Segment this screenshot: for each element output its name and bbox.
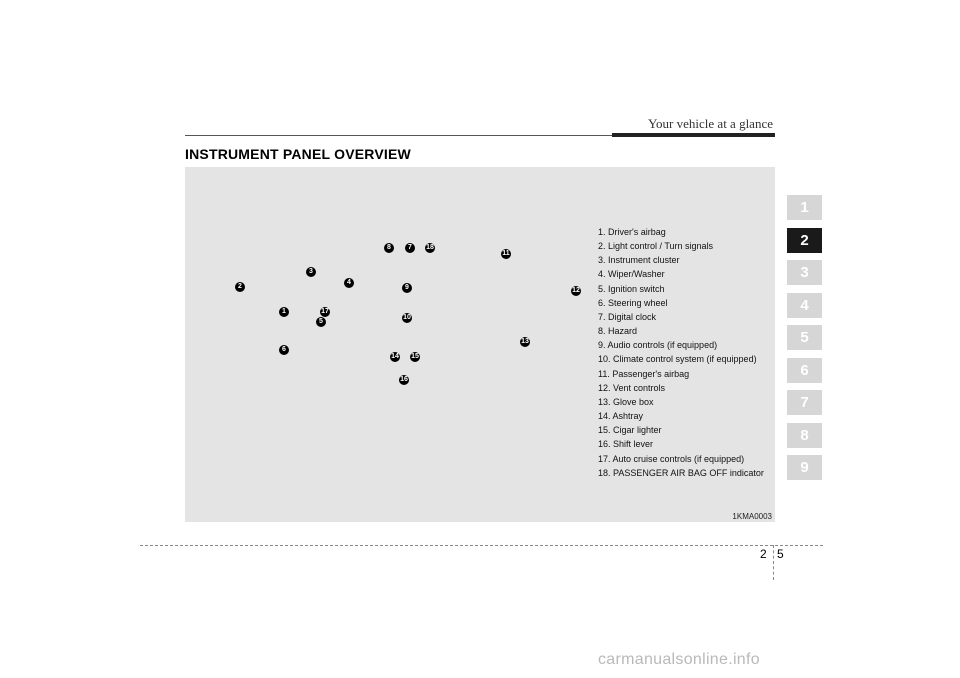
legend-item: 3. Instrument cluster (598, 255, 680, 266)
chapter-tab-9[interactable]: 9 (787, 455, 822, 480)
legend-item: 13. Glove box (598, 396, 654, 407)
callout-marker-2: 2 (235, 282, 245, 292)
chapter-tab-2[interactable]: 2 (787, 228, 822, 253)
watermark: carmanualsonline.info (598, 651, 760, 668)
callout-marker-17: 17 (321, 308, 329, 315)
chapter-tab-7[interactable]: 7 (787, 390, 822, 415)
callout-marker-7: 7 (405, 243, 415, 253)
legend-item: 12. Vent controls (598, 382, 666, 393)
legend-item: 2. Light control / Turn signals (598, 241, 714, 252)
callout-marker-15: 15 (411, 353, 419, 360)
page-number: 5 (777, 547, 784, 561)
legend-item: 15. Cigar lighter (598, 425, 662, 436)
footer-divider (773, 545, 774, 580)
callout-marker-18: 18 (426, 244, 434, 251)
running-header: Your vehicle at a glance (647, 116, 773, 131)
callout-marker-5: 5 (316, 317, 326, 327)
section-title: INSTRUMENT PANEL OVERVIEW (185, 146, 411, 162)
component-legend (598, 225, 773, 480)
legend-item: 5. Ignition switch (598, 283, 665, 294)
legend-item: 16. Shift lever (598, 439, 654, 450)
legend-item: 11. Passenger's airbag (598, 368, 690, 379)
legend-item: 1. Driver's airbag (598, 227, 666, 237)
callout-marker-6: 6 (279, 345, 289, 355)
figure-code: 1KMA0003 (732, 512, 772, 521)
callout-marker-9: 9 (402, 283, 412, 293)
callout-marker-3: 3 (306, 267, 316, 277)
legend-item: 4. Wiper/Washer (598, 269, 665, 280)
legend-item: 17. Auto cruise controls (if equipped) (598, 453, 745, 464)
legend-item: 18. PASSENGER AIR BAG OFF indicator (598, 467, 764, 478)
chapter-tabs (787, 195, 822, 488)
callout-marker-12: 12 (572, 287, 580, 294)
page-chapter-number: 2 (760, 547, 767, 561)
legend-item: 7. Digital clock (598, 311, 657, 322)
legend-item: 6. Steering wheel (598, 297, 668, 308)
header-rule-accent (612, 133, 775, 137)
callout-marker-10: 10 (403, 314, 411, 321)
chapter-tab-5[interactable]: 5 (787, 325, 822, 350)
callout-marker-8: 8 (384, 243, 394, 253)
callout-marker-14: 14 (391, 353, 399, 360)
callout-marker-4: 4 (344, 278, 354, 288)
callout-marker-11: 11 (502, 250, 510, 257)
chapter-tab-1[interactable]: 1 (787, 195, 822, 220)
legend-item: 10. Climate control system (if equipped) (598, 354, 757, 365)
callout-marker-1: 1 (279, 307, 289, 317)
legend-item: 8. Hazard (598, 326, 638, 337)
chapter-tab-6[interactable]: 6 (787, 358, 822, 383)
footer-rule (140, 545, 823, 546)
callout-marker-16: 16 (400, 376, 408, 383)
chapter-tab-8[interactable]: 8 (787, 423, 822, 448)
callout-marker-13: 13 (521, 338, 529, 345)
legend-item: 9. Audio controls (if equipped) (598, 340, 718, 351)
chapter-tab-4[interactable]: 4 (787, 293, 822, 318)
legend-item: 14. Ashtray (598, 411, 644, 422)
chapter-tab-3[interactable]: 3 (787, 260, 822, 285)
